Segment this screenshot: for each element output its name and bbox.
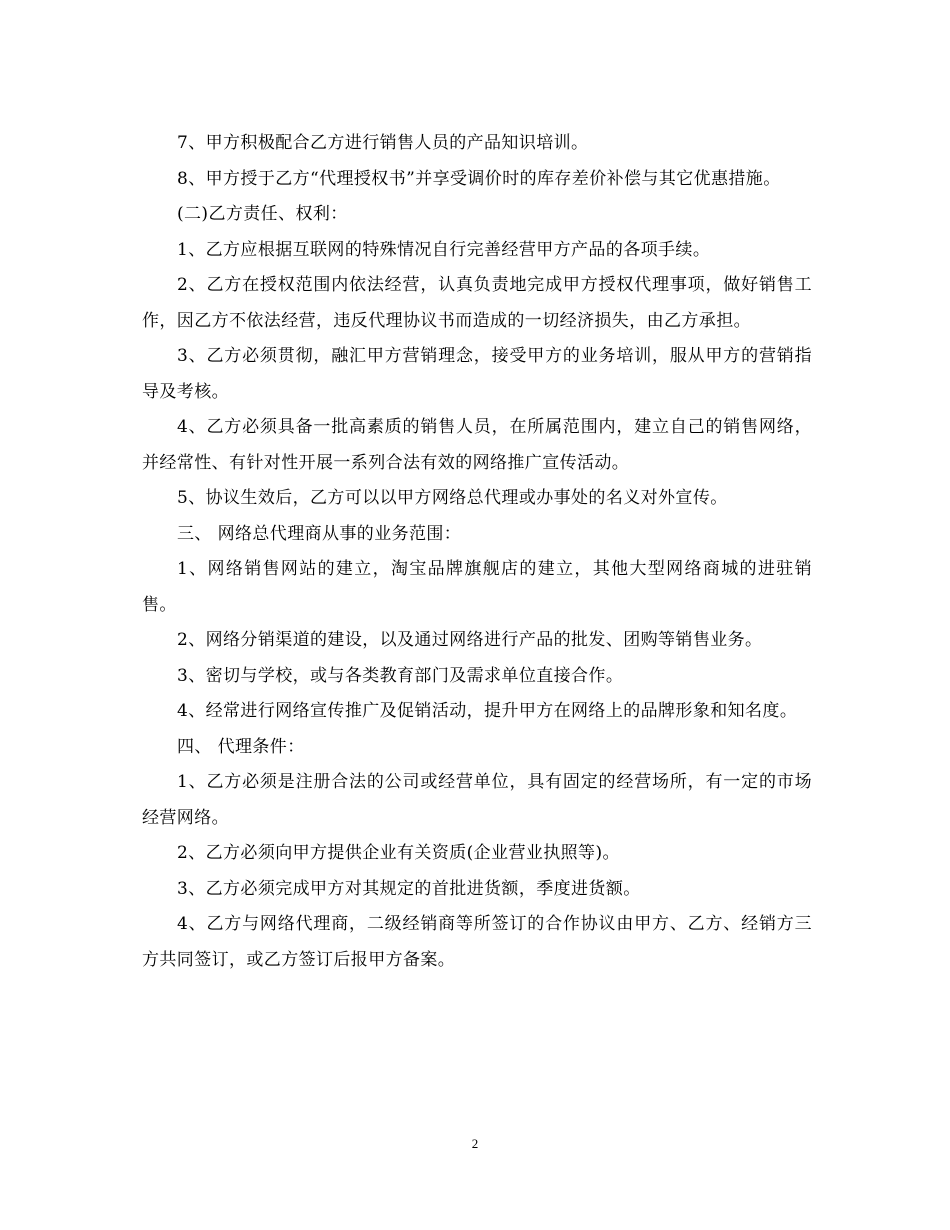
paragraph-b-5: 5、协议生效后，乙方可以以甲方网络总代理或办事处的名义对外宣传。	[177, 488, 728, 508]
document-body	[142, 126, 812, 978]
paragraph-b-1: 1、乙方应根据互联网的特殊情况自行完善经营甲方产品的各项手续。	[177, 239, 711, 260]
page-number: 2	[471, 1136, 479, 1151]
paragraph-condition-1: 1、乙方必须是注册合法的公司或经营单位，具有固定的经营场所，有一定的市场经营网络。	[142, 772, 812, 828]
section-heading-business-scope: 三、 网络总代理商从事的业务范围：	[177, 523, 462, 544]
paragraph-item-8: 8、甲方授于乙方“代理授权书”并享受调价时的库存差价补偿与其它优惠措施。	[177, 168, 781, 189]
paragraph-b-4: 4、乙方必须具备一批高素质的销售人员，在所属范围内，建立自己的销售网络，并经常性、有针对性开展一系列合法有效的网络推广宣传活动。	[142, 417, 812, 473]
paragraph-condition-4: 4、乙方与网络代理商，二级经销商等所签订的合作协议由甲方、乙方、经销方三方共同签订，或乙方签订后报甲方备案。	[142, 914, 812, 970]
section-heading-conditions: 四、 代理条件：	[177, 736, 305, 757]
paragraph-condition-2: 2、乙方必须向甲方提供企业有关资质(企业营业执照等)。	[177, 843, 620, 863]
paragraph-scope-4: 4、经常进行网络宣传推广及促销活动，提升甲方在网络上的品牌形象和知名度。	[177, 701, 798, 721]
paragraph-scope-2: 2、网络分销渠道的建设，以及通过网络进行产品的批发、团购等销售业务。	[177, 630, 763, 650]
paragraph-item-7: 7、甲方积极配合乙方进行销售人员的产品知识培训。	[177, 133, 589, 153]
paragraph-b-2: 2、乙方在授权范围内依法经营，认真负责地完成甲方授权代理事项，做好销售工作，因乙方不依法经营，违反代理协议书而造成的一切经济损失，由乙方承担。	[142, 275, 812, 331]
paragraph-b-3: 3、乙方必须贯彻，融汇甲方营销理念，接受甲方的业务培训，服从甲方的营销指导及考核。	[142, 346, 812, 402]
paragraph-scope-3: 3、密切与学校，或与各类教育部门及需求单位直接合作。	[177, 665, 624, 686]
paragraph-scope-1: 1、网络销售网站的建立，淘宝品牌旗舰店的建立，其他大型网络商城的进驻销售。	[142, 559, 812, 615]
paragraph-condition-3: 3、乙方必须完成甲方对其规定的首批进货额，季度进货额。	[177, 878, 641, 899]
section-heading-party-b: (二)乙方责任、权利：	[177, 204, 348, 224]
